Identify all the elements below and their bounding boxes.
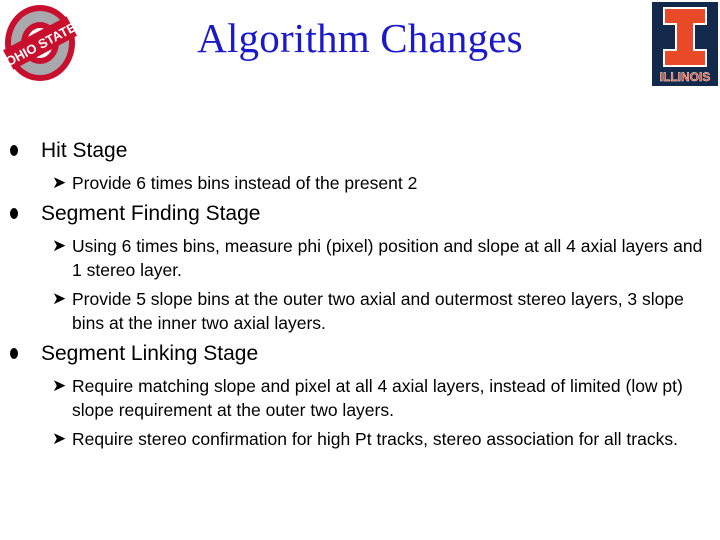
bullet-text: Segment Finding Stage	[41, 202, 261, 225]
sub-bullet-text: Require stereo confirmation for high Pt tracks, stereo association for all tracks.	[72, 429, 678, 449]
bullet-dot-icon	[10, 208, 18, 219]
arrow-bullet-icon: ➤	[52, 376, 67, 395]
bullet-hit-stage	[10, 139, 710, 169]
sub-bullet-text: Require matching slope and pixel at all 4 axial layers, instead of limited (low pt) slope requirement at the outer two layers.	[72, 376, 683, 420]
slide-title: Algorithm Changes	[197, 15, 523, 61]
bullet-text: Segment Linking Stage	[41, 342, 259, 365]
arrow-bullet-icon: ➤	[52, 289, 67, 308]
bullet-segment-finding	[10, 202, 710, 232]
sub-bullet-text: Provide 6 times bins instead of the present 2	[72, 173, 418, 193]
sub-bullet-text: Using 6 times bins, measure phi (pixel) position and slope at all 4 axial layers and 1 stereo layer.	[72, 236, 703, 280]
illinois-wordmark: ILLINOIS	[659, 70, 711, 84]
bullet-text: Hit Stage	[41, 139, 128, 162]
bullet-segment-linking	[10, 342, 710, 372]
arrow-bullet-icon: ➤	[52, 236, 67, 255]
ohio-state-wordmark: OHIO STATE	[2, 19, 78, 70]
bullet-dot-icon	[10, 348, 18, 359]
sub-bullet-text: Provide 5 slope bins at the outer two axial and outermost stereo layers, 3 slope bins at the inner two axial layers.	[72, 289, 684, 333]
arrow-bullet-icon: ➤	[52, 429, 67, 448]
bullet-dot-icon	[10, 145, 18, 156]
arrow-bullet-icon: ➤	[52, 173, 67, 192]
